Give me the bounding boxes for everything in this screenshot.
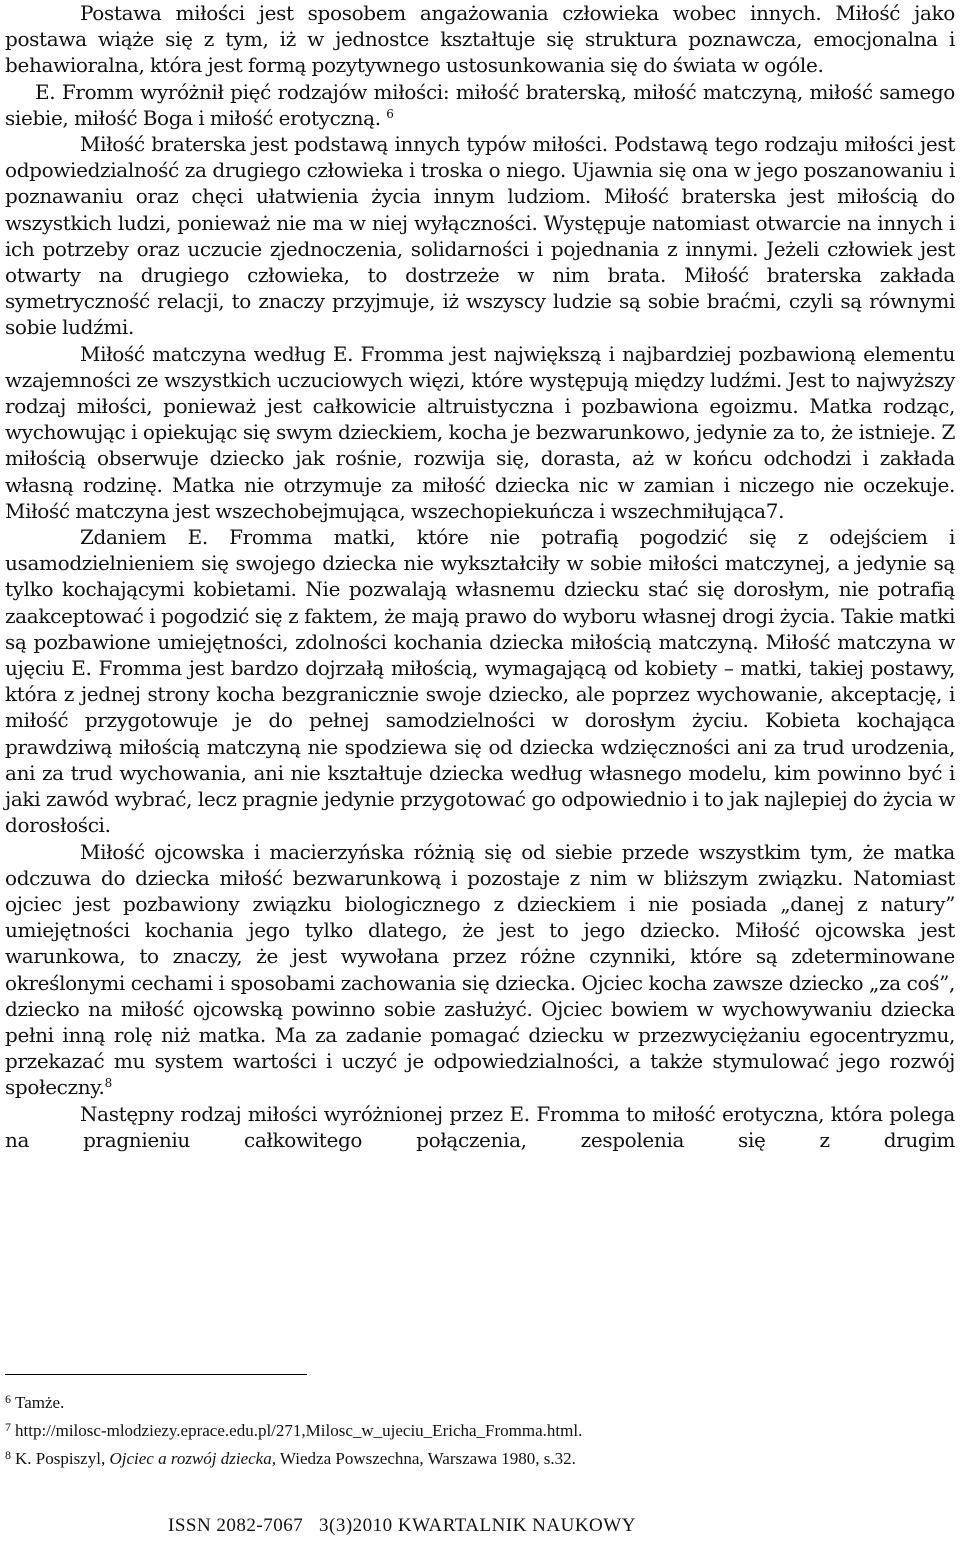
book-title: Ojciec a rozwój dziecka, [109, 1449, 276, 1468]
paragraph-motherly-love: Miłość matczyna według E. Fromma jest największą i najbardziej pozbawioną elementu wzajemności ze wszystkich uczuciowych więzi, które występują między ludźmi. Jest to najwyższy rodzaj miłości, ponieważ jest całkowicie altruistyczna i pozbawiona egoizmu. Matka rodząc, wychowując i opiekując się swym dzieckiem, kocha je bezwarunkowo, jedynie za to, że istnieje. Z miłością obserwuje dziecko jak rośnie, rozwija się, dorasta, aż w końcu odchodzi i zakłada własną rodzinę. Matka nie otrzymuje za miłość dziecka nic w zamian i niczego nie oczekuje. Miłość matczyna jest wszechobejmująca, wszechopiekuńcza i wszechmiłująca7. [5, 341, 955, 523]
paragraph-erotic-love: Następny rodzaj miłości wyróżnionej przez E. Fromma to miłość erotyczna, która polega na pragnieniu całkowitego połączenia, zespolenia się z drugim [5, 1101, 955, 1152]
paragraph-mothers-opinion: Zdaniem E. Fromma matki, które nie potrafią pogodzić się z odejściem i usamodzielnieniem się swojego dziecka nie wykształciły w sobie miłości matczynej, a jedynie są tylko kochającymi kobietami. Nie pozwalają własnemu dziecku stać się dorosłym, nie potrafią zaakceptować i pogodzić się z faktem, że mają prawo do wyboru własnej drogi życia. Takie matki są pozbawione umiejętności, zdolności kochania dziecka miłością matczyną. Miłość matczyna w ujęciu E. Fromma jest bardzo dojrzałą miłością, wymagającą od kobiety – matki, takiej postawy, która z jednej strony kocha bezgranicznie swoje dziecko, ale poprzez wychowanie, akceptację, i miłość przygotowuje je do pełnej samodzielności w dorosłym życiu. Kobieta kochająca prawdziwą miłością matczyną nie spodziewa się od dziecka wdzięczności ani za trud urodzenia, ani za trud wychowania, ani nie kształtuje dziecka według własnego modelu, kim powinno być i jaki zawód wybrać, lecz pragnie jedynie przygotować go odpowiednio i to jak najlepiej do życia w dorosłości. [5, 525, 955, 838]
paragraph-fatherly-love: Miłość ojcowska i macierzyńska różnią się od siebie przede wszystkim tym, że matka odczuwa do dziecka miłość bezwarunkową i pozostaje z nim w bliższym związku. Natomiast ojciec jest pozbawiony związku biologicznego z dzieckiem i nie posiada „danej z natury” umiejętności kochania jego tylko dlatego, że jest to jego dziecko. Miłość ojcowska jest warunkowa, to znaczy, że jest wywołana przez różne czynniki, które są zdeterminowane określonymi cechami i sposobami zachowania się dziecka. Ojciec kocha zawsze dziecko „za coś”, dziecko na miłość ojcowską powinno sobie zasłużyć. Ojciec bowiem w wychowywaniu dziecka pełni inną rolę niż matka. Ma za zadanie pomagać dziecku w przezwyciężaniu egocentryzmu, przekazać mu system wartości i uczyć je odpowiedzialności, a także stymulować jego rozwój społeczny.$^8$ [5, 839, 955, 1100]
paragraph-fromm-types: E. Fromm wyróżnił pięć rodzajów miłości: miłość braterską, miłość matczyną, miłość samego siebie, miłość Boga i miłość erotyczną. $^6$ [5, 79, 955, 130]
paragraph-love-attitude: Postawa miłości jest sposobem angażowania człowieka wobec innych. Miłość jako postawa wiąże się z tym, iż w jednostce kształtuje się struktura poznawcza, emocjonalna i behawioralna, która jest formą pozytywnego ustosunkowania się do świata w ogóle. [5, 1, 955, 78]
footnote-ref-6: 6 [386, 106, 394, 121]
footnote-7: $^7$ http://milosc-mlodziezy.eprace.edu.pl/271,Milosc_w_ujeciu_Ericha_Fromma.html. [5, 1420, 583, 1440]
footnote-8: $^8$ K. Pospiszyl, Ojciec a rozwój dziecka, Wiedza Powszechna, Warszawa 1980, s.32. [5, 1448, 576, 1468]
journal-title: 3(3)2010 KWARTALNIK NAUKOWY [319, 1515, 636, 1536]
footnote-link[interactable]: http://milosc-mlodziezy.eprace.edu.pl/271,Milosc_w_ujeciu_Ericha_Fromma.html. [15, 1421, 583, 1440]
paragraph-brotherly-love: Miłość braterska jest podstawą innych typów miłości. Podstawą tego rodzaju miłości jest odpowiedzialność za drugiego człowieka i troska o niego. Ujawnia się ona w jego poszanowaniu i poznawaniu oraz chęci ułatwienia życia innym ludziom. Miłość braterska jest miłością do wszystkich ludzi, ponieważ nie ma w niej wyłączności. Występuje natomiast otwarcie na innych i ich potrzeby oraz uczucie zjednoczenia, solidarności i pojednania z innymi. Jeżeli człowiek jest otwarty na drugiego człowieka, to dostrzeże w nim brata. Miłość braterska zakłada symetryczność relacji, to znaczy przyjmuje, iż wszyscy ludzie są sobie braćmi, czyli są równymi sobie ludźmi. [5, 132, 955, 340]
footnote-ref-8: 8 [104, 1076, 112, 1091]
footnote-6: $^6$ Tamże. [5, 1392, 65, 1412]
footnote-ref-7: 7 [765, 498, 779, 523]
footnote-divider [5, 1374, 307, 1375]
footnotes [5, 1374, 955, 1471]
issn: ISSN 2082-7067 [168, 1515, 304, 1536]
body-text [5, 0, 955, 1153]
page-footer [168, 1515, 636, 1537]
page [5, 0, 955, 1153]
